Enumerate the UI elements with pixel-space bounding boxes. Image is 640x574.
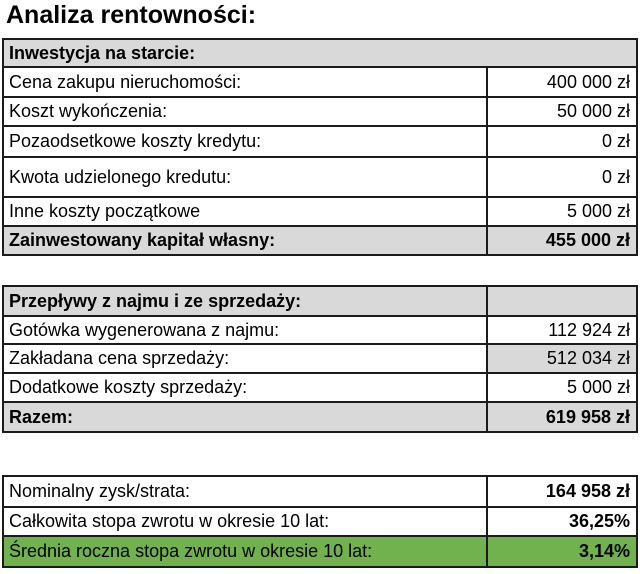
row-value: 36,25%	[486, 508, 636, 535]
row-value: 5 000 zł	[486, 374, 636, 401]
row-value: 512 034 zł	[486, 345, 636, 372]
row-label: Koszt wykończenia:	[9, 101, 168, 121]
table-row	[4, 506, 636, 535]
table-row	[4, 66, 636, 96]
row-label: Zainwestowany kapitał własny:	[4, 227, 486, 254]
section-header: Inwestycja na starcie:	[4, 40, 636, 66]
table-row	[4, 343, 636, 372]
row-label: Dodatkowe koszty sprzedaży:	[9, 377, 248, 397]
row-value: 50 000 zł	[486, 98, 636, 125]
total-row	[4, 401, 636, 431]
row-value: 455 000 zł	[486, 227, 636, 254]
section-header-spacer	[486, 287, 636, 315]
row-label: Gotówka wygenerowana z najmu:	[9, 319, 280, 340]
table-row	[4, 156, 636, 196]
results-table	[2, 475, 638, 568]
section-header-row	[4, 287, 636, 315]
row-value: 0 zł	[486, 127, 636, 156]
row-label: Pozaodsetkowe koszty kredytu:	[9, 131, 262, 151]
row-value: 619 958 zł	[486, 403, 636, 431]
row-label: Średnia roczna stopa zwrotu w okresie 10 lat:	[4, 537, 486, 566]
row-label: Inne koszty początkowe	[9, 201, 201, 221]
table-row	[4, 196, 636, 225]
cashflow-table	[2, 285, 638, 433]
table-row	[4, 372, 636, 401]
highlighted-result-row	[4, 535, 636, 566]
row-label: Razem:	[4, 403, 486, 431]
row-value: 5 000 zł	[486, 198, 636, 225]
row-value: 0 zł	[486, 158, 636, 196]
row-value: 112 924 zł	[486, 317, 636, 343]
table-row	[4, 477, 636, 506]
row-label: Zakładana cena sprzedaży:	[9, 348, 230, 368]
row-label: Kwota udzielonego kredutu:	[9, 166, 232, 187]
row-value: 400 000 zł	[486, 68, 636, 96]
section-header: Przepływy z najmu i ze sprzedaży:	[4, 287, 486, 315]
table-row	[4, 125, 636, 156]
table-row	[4, 315, 636, 343]
investment-table	[2, 38, 638, 256]
row-label: Całkowita stopa zwrotu w okresie 10 lat:	[9, 511, 330, 531]
page-title: Analiza rentowności:	[6, 1, 257, 29]
row-label: Nominalny zysk/strata:	[9, 481, 191, 501]
section-header-row	[4, 40, 636, 66]
row-value: 3,14%	[486, 537, 636, 566]
row-label: Cena zakupu nieruchomości:	[9, 71, 242, 92]
table-row	[4, 96, 636, 125]
total-row	[4, 225, 636, 254]
row-value: 164 958 zł	[486, 477, 636, 506]
